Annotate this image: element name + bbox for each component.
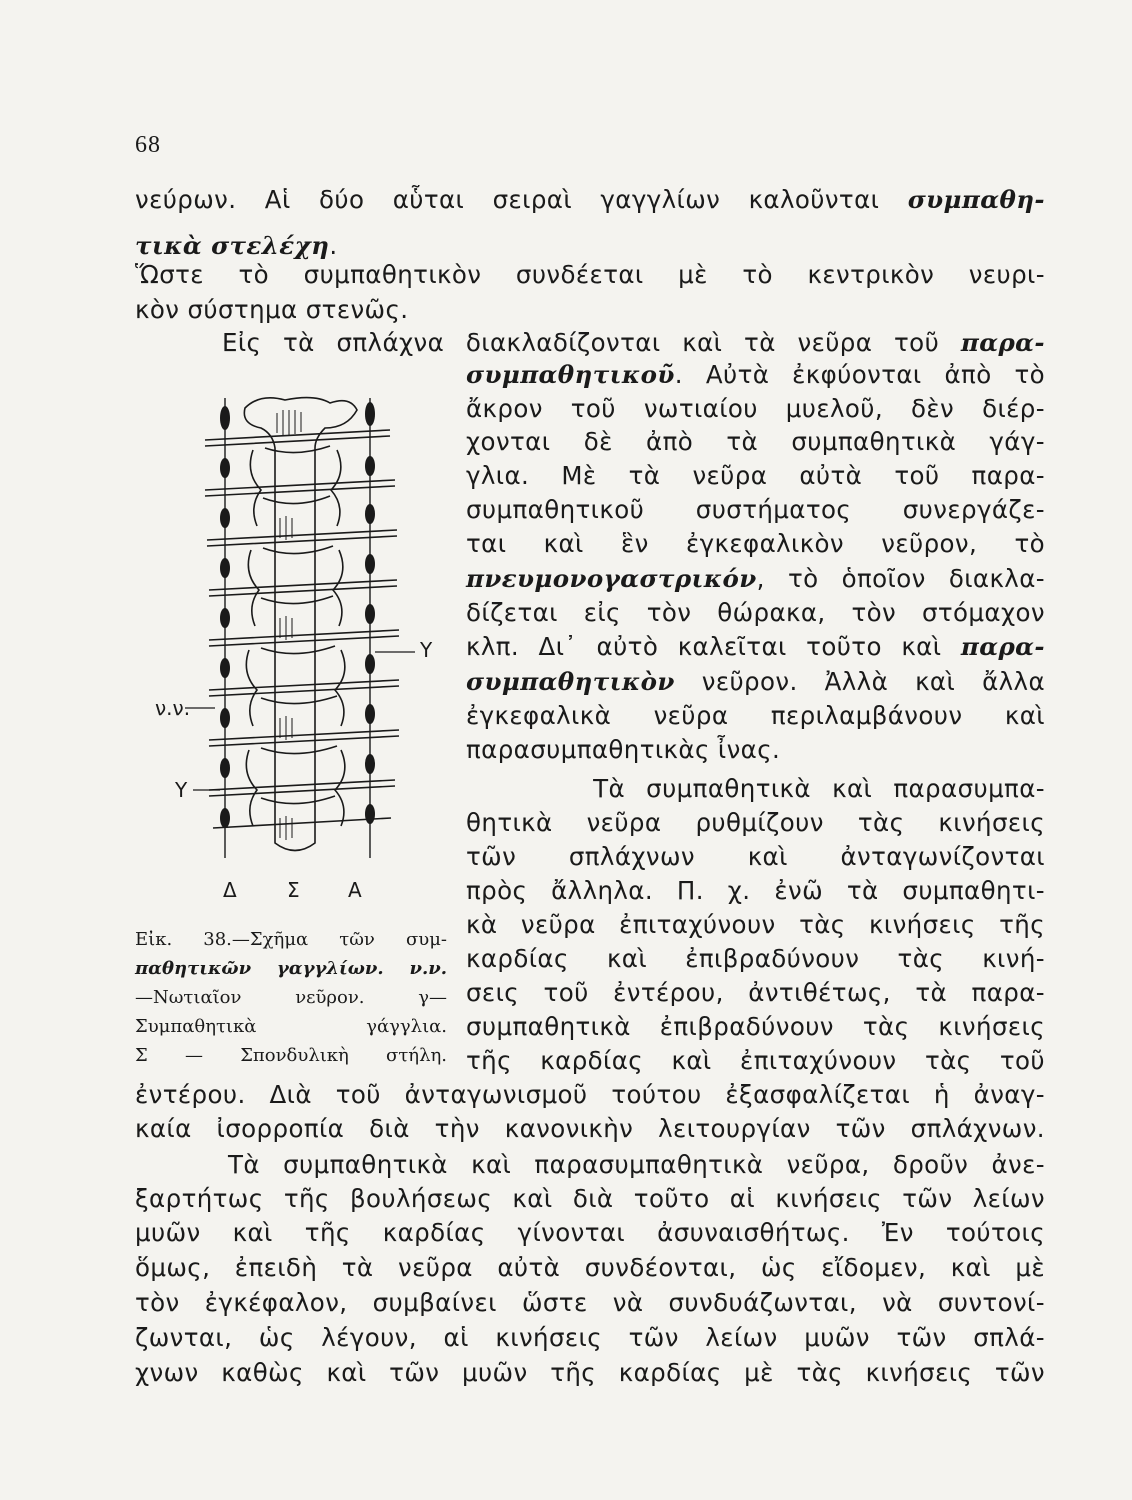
text-line: Τὰ συμπαθητικὰ καὶ παρασυμπαθητικὰ νεῦρα, δροῦν ἀνε- [135,1150,1045,1179]
text-line: συμπαθητικὰ ἐπιβραδύνουν τὰς κινήσεις [466,1012,1045,1041]
ganglion [365,654,375,674]
label-y-left: Υ [175,778,188,802]
text-line: καία ἰσορροπία διὰ τὴν κανονικὴν λειτουργίαν τῶν σπλάχνων. [135,1114,1045,1143]
ganglion [220,608,230,628]
caption-line: Συμπαθητικὰ γάγγλια. [135,1016,447,1037]
ganglion [365,456,375,476]
text-line: νεύρων. Αἱ δύο αὗται σειραὶ γαγγλίων καλοῦνται συμπαθη- [135,185,1045,214]
ganglion [365,804,375,824]
label-bottom-right: Α [348,878,362,902]
text-line: ξαρτήτως τῆς βουλήσεως καὶ διὰ τοῦτο αἱ κινήσεις τῶν λείων [135,1184,1045,1213]
ganglion [220,758,230,778]
text-line: Τὰ συμπαθητικὰ καὶ παρασυμπα- [466,774,1045,803]
text-line: ται καὶ ἓν ἐγκεφαλικὸν νεῦρον, τὸ [466,529,1045,558]
ganglion [365,604,375,624]
text-line: κὸν σύστημα στενῶς. [135,295,409,324]
text-line: καρδίας καὶ ἐπιβραδύνουν τὰς κινή- [466,944,1045,973]
text-line: χνων καθὼς καὶ τῶν μυῶν τῆς καρδίας μὲ τὰς κινήσεις τῶν [135,1358,1045,1387]
text-line: συμπαθητικοῦ. Αὐτὰ ἐκφύονται ἀπὸ τὸ [466,360,1045,389]
text-line: κὰ νεῦρα ἐπιταχύνουν τὰς κινήσεις τῆς [466,910,1045,939]
ganglion [365,402,375,426]
text-line: τὸν ἐγκέφαλον, συμβαίνει ὥστε νὰ συνδυάζωνται, νὰ συντονί- [135,1288,1045,1317]
label-bottom-left: Δ [223,878,237,902]
figure-caption [135,925,447,1070]
sympathetic-ganglia-figure [155,388,465,908]
caption-line: Εἰκ. 38.—Σχῆμα τῶν συμ- [135,929,447,950]
text-line: τῶν σπλάχνων καὶ ἀνταγωνίζονται [466,842,1045,871]
ganglion [220,458,230,478]
text-line: θητικὰ νεῦρα ρυθμίζουν τὰς κινήσεις [466,808,1045,837]
text-line: συμπαθητικὸν νεῦρον. Ἀλλὰ καὶ ἄλλα [466,667,1045,696]
text-line: ἄκρον τοῦ νωτιαίου μυελοῦ, δὲν διέρ- [466,394,1045,423]
label-y-right: Υ [420,638,433,662]
text-line: ἐγκεφαλικὰ νεῦρα περιλαμβάνουν καὶ [466,701,1045,730]
text-line: Εἰς τὰ σπλάχνα διακλαδίζονται καὶ τὰ νεῦρα τοῦ παρα- [135,328,1045,357]
text-line: Ὥστε τὸ συμπαθητικὸν συνδέεται μὲ τὸ κεντρικὸν νευρι- [135,260,1045,289]
ganglion [220,406,230,430]
ganglion [220,708,230,728]
caption-line: παθητικῶν γαγγλίων. ν.ν. [135,958,447,979]
label-bottom-mid: Σ [287,878,300,902]
ganglion [365,704,375,724]
text-line: ἐντέρου. Διὰ τοῦ ἀνταγωνισμοῦ τούτου ἐξασφαλίζεται ἡ ἀναγ- [135,1080,1045,1109]
ganglion [220,558,230,578]
ganglion [220,808,230,828]
text-line: ὅμως, ἐπειδὴ τὰ νεῦρα αὐτὰ συνδέονται, ὡς εἴδομεν, καὶ μὲ [135,1253,1045,1282]
text-line: πρὸς ἄλληλα. Π. χ. ἐνῶ τὰ συμπαθητι- [466,876,1045,905]
text-line: συμπαθητικοῦ συστήματος συνεργάζε- [466,495,1045,524]
text-line: μυῶν καὶ τῆς καρδίας γίνονται ἀσυναισθήτως. Ἐν τούτοις [135,1218,1045,1247]
text-line: παρασυμπαθητικὰς ἶνας. [466,735,781,764]
text-line: τῆς καρδίας καὶ ἐπιταχύνουν τὰς τοῦ [466,1046,1045,1075]
page-number: 68 [135,132,161,158]
text-line: σεις τοῦ ἐντέρου, ἀντιθέτως, τὰ παρα- [466,978,1045,1007]
text-line: ζωνται, ὡς λέγουν, αἱ κινήσεις τῶν λείων μυῶν τῶν σπλά- [135,1323,1045,1352]
text-line: χονται δὲ ἀπὸ τὰ συμπαθητικὰ γάγ- [466,427,1045,456]
text-line: τικὰ στελέχη. [135,231,338,260]
caption-line: Σ — Σπονδυλικὴ στήλη. [135,1045,447,1066]
ganglion [365,754,375,774]
ganglion [220,508,230,528]
text-line: δίζεται εἰς τὸν θώρακα, τὸν στόμαχον [466,598,1045,627]
ganglion [220,658,230,678]
ganglion [365,504,375,524]
text-line: γλια. Μὲ τὰ νεῦρα αὐτὰ τοῦ παρα- [466,461,1045,490]
text-line: πνευμονογαστρικόν, τὸ ὁποῖον διακλα- [466,564,1045,593]
ganglion [365,554,375,574]
text-line: κλπ. Δι᾽ αὐτὸ καλεῖται τοῦτο καὶ παρα- [466,632,1045,661]
label-vv: ν.ν. [155,696,191,720]
caption-line: —Νωτιαῖον νεῦρον. γ— [135,987,447,1008]
